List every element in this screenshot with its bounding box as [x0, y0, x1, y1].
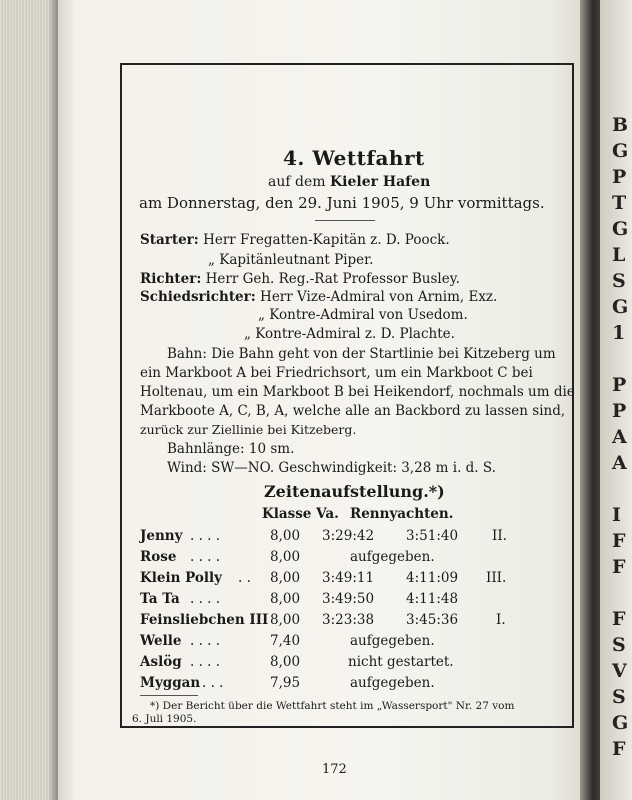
- finish-time: 4:11:09: [406, 570, 459, 586]
- status-note: aufgegeben.: [350, 633, 435, 649]
- facing-page-glyph: A: [612, 452, 627, 474]
- place: I.: [496, 612, 506, 628]
- wind-info: Wind: SW—NO. Geschwindigkeit: 3,28 m i. d. S.: [167, 460, 496, 476]
- start-time: 3:49:50: [322, 591, 375, 607]
- status-note: aufgegeben.: [350, 549, 435, 565]
- starter-name-1: Herr Fregatten-Kapitän z. D. Poock.: [203, 232, 450, 248]
- status-note: aufgegeben.: [350, 675, 435, 691]
- facing-page-glyph: F: [612, 556, 626, 578]
- schiedsrichter-line-1: [140, 289, 497, 305]
- facing-page-text-fragments: [612, 112, 632, 762]
- page-number: 172: [322, 762, 347, 777]
- race-title: 4. Wettfahrt: [283, 146, 425, 170]
- facing-page-glyph: S: [612, 634, 626, 656]
- facing-page-glyph: L: [612, 244, 626, 266]
- facing-page-glyph: B: [612, 114, 629, 136]
- rating: 7,40: [270, 633, 301, 649]
- facing-page-glyph: P: [612, 374, 627, 396]
- yacht-name: Feinsliebchen III: [140, 612, 269, 628]
- status-note: nicht gestartet.: [348, 654, 454, 670]
- richter-name: Herr Geh. Reg.-Rat Professor Busley.: [205, 271, 460, 287]
- starter-label: Starter:: [140, 232, 199, 248]
- leader-dots: . . . .: [190, 654, 221, 670]
- results-type: Rennyachten.: [350, 506, 454, 522]
- facing-page-glyph: P: [612, 166, 627, 188]
- facing-page-glyph: [612, 580, 632, 606]
- facing-page-glyph: [612, 346, 632, 372]
- starter-line-1: [140, 232, 450, 248]
- place: III.: [486, 570, 507, 586]
- finish-time: 3:45:36: [406, 612, 459, 628]
- subtitle-prefix: auf dem: [268, 174, 326, 190]
- facing-page-glyph: I: [612, 504, 621, 526]
- leader-dots: . . .: [202, 675, 224, 691]
- facing-page-glyph: 1: [612, 322, 626, 344]
- facing-page-glyph: P: [612, 400, 627, 422]
- start-time: 3:23:38: [322, 612, 375, 628]
- rating: 8,00: [270, 654, 301, 670]
- race-date: am Donnerstag, den 29. Juni 1905, 9 Uhr vormittags.: [139, 194, 545, 212]
- leader-dots: . . . .: [190, 549, 221, 565]
- footnote-line-1: *) Der Bericht über die Wettfahrt steht im „Wassersport" Nr. 27 vom: [150, 700, 515, 712]
- facing-page-edge: [600, 0, 632, 800]
- facing-page-glyph: V: [612, 660, 627, 682]
- yacht-name: Rose: [140, 549, 177, 565]
- rating: 8,00: [270, 591, 301, 607]
- yacht-name: Klein Polly: [140, 570, 222, 586]
- course-line-5: zurück zur Ziellinie bei Kitzeberg.: [140, 422, 357, 437]
- results-class: Klasse Va.: [262, 506, 339, 522]
- schiedsrichter-label: Schiedsrichter:: [140, 289, 256, 305]
- rating: 8,00: [270, 612, 301, 628]
- facing-page-glyph: F: [612, 608, 626, 630]
- facing-page-glyph: A: [612, 426, 627, 448]
- course-line-2: ein Markboot A bei Friedrichsort, um ein Markboot C bei: [140, 365, 533, 381]
- richter-label: Richter:: [140, 271, 202, 287]
- yacht-name: Jenny: [140, 528, 183, 544]
- starter-name-2: „ Kapitänleutnant Piper.: [208, 252, 374, 268]
- richter-line: [140, 271, 460, 287]
- facing-page-glyph: T: [612, 192, 627, 214]
- yacht-name: Ta Ta: [140, 591, 180, 607]
- facing-page-glyph: S: [612, 270, 626, 292]
- yacht-name: Aslög: [140, 654, 182, 670]
- facing-page-glyph: F: [612, 738, 626, 760]
- course-length: Bahnlänge: 10 sm.: [167, 441, 295, 457]
- facing-page-glyph: F: [612, 530, 626, 552]
- results-title: Zeitenaufstellung.*): [264, 482, 445, 501]
- schiedsrichter-name-2: „ Kontre-Admiral von Usedom.: [258, 307, 468, 323]
- heading-divider: [315, 220, 375, 221]
- place: II.: [492, 528, 507, 544]
- subtitle-place: Kieler Hafen: [329, 174, 431, 190]
- schiedsrichter-name-3: „ Kontre-Admiral z. D. Plachte.: [244, 326, 455, 342]
- race-subtitle: [268, 174, 430, 190]
- facing-page-glyph: G: [612, 712, 629, 734]
- finish-time: 3:51:40: [406, 528, 459, 544]
- schiedsrichter-name-1: Herr Vize-Admiral von Arnim, Exz.: [260, 289, 498, 305]
- facing-page-glyph: [612, 476, 632, 502]
- facing-page-glyph: G: [612, 296, 629, 318]
- rating: 8,00: [270, 528, 301, 544]
- footnote-line-2: 6. Juli 1905.: [132, 713, 197, 725]
- book-page-stack: [0, 0, 58, 800]
- yacht-name: Welle: [140, 633, 182, 649]
- rating: 8,00: [270, 570, 301, 586]
- leader-dots: . . . .: [190, 591, 221, 607]
- finish-time: 4:11:48: [406, 591, 459, 607]
- leader-dots: . . . .: [190, 633, 221, 649]
- footnote-divider: [140, 695, 198, 696]
- rating: 7,95: [270, 675, 301, 691]
- course-line-1: Bahn: Die Bahn geht von der Startlinie bei Kitzeberg um: [167, 346, 556, 362]
- rating: 8,00: [270, 549, 301, 565]
- yacht-name: Myggan: [140, 675, 201, 691]
- facing-page-glyph: G: [612, 140, 629, 162]
- course-line-3: Holtenau, um ein Markboot B bei Heikendorf, nochmals um die: [140, 384, 575, 400]
- facing-page-glyph: S: [612, 686, 626, 708]
- leader-dots: . . . .: [190, 528, 221, 544]
- course-line-4: Markboote A, C, B, A, welche alle an Backbord zu lassen sind,: [140, 403, 566, 419]
- leader-dots: . .: [238, 570, 251, 586]
- facing-page-glyph: G: [612, 218, 629, 240]
- start-time: 3:29:42: [322, 528, 375, 544]
- start-time: 3:49:11: [322, 570, 375, 586]
